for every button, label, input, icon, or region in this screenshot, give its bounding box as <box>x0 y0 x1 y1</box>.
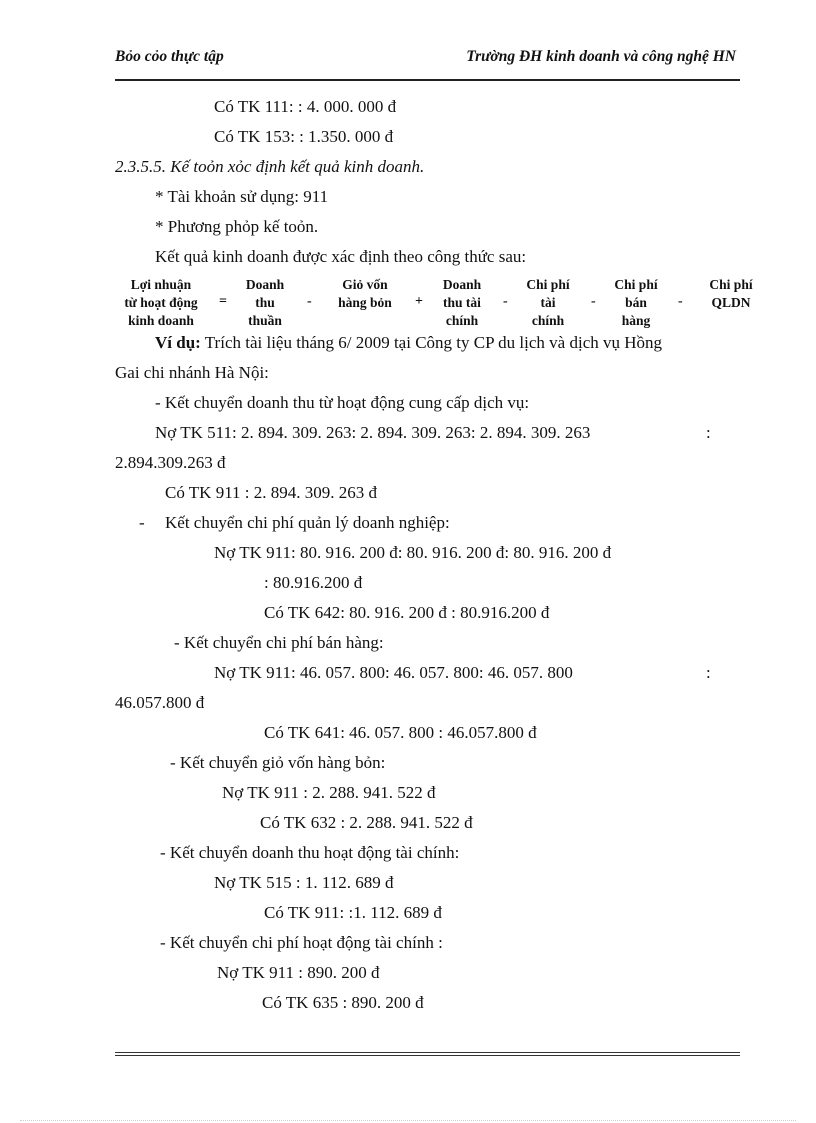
entry-debit: Nợ TK 911 : 2. 288. 941. 522 đ <box>222 783 436 802</box>
formula-term-cogs: Giỏ vốn hàng bỏn <box>338 277 392 310</box>
example-line <box>155 333 662 353</box>
example-label: Ví dụ: <box>155 333 201 352</box>
example-continuation: Gai chi nhánh Hà Nội: <box>115 363 269 382</box>
entry-colon: : <box>706 663 711 682</box>
account-used: * Tài khoản sử dụng: 911 <box>155 187 329 206</box>
formula-term-profit: Lợi nhuận từ hoạt động kinh doanh <box>124 277 198 328</box>
entry-credit: Có TK 911: :1. 112. 689 đ <box>264 903 442 922</box>
entry-title: - Kết chuyển chi phí bán hàng: <box>174 633 384 652</box>
method-line: * Phương phỏp kế toỏn. <box>155 217 319 236</box>
page-edge-divider <box>20 1120 796 1121</box>
formula-intro: Kết quả kinh doanh được xác định theo công thức sau: <box>155 247 527 266</box>
formula-operator: + <box>415 294 423 309</box>
formula-term-financial-revenue: Doanh thu tài chính <box>442 277 482 328</box>
entry-credit: Có TK 635 : 890. 200 đ <box>262 993 424 1012</box>
entry-credit: Có TK 911 : 2. 894. 309. 263 đ <box>165 483 378 502</box>
formula-term-net-revenue: Doanh thu thuần <box>245 277 285 328</box>
formula-operator: - <box>503 294 508 309</box>
formula-operator: - <box>591 294 596 309</box>
entry-title: - Kết chuyển doanh thu hoạt động tài chính: <box>160 843 460 862</box>
entry-title: Kết chuyển chi phí quản lý doanh nghiệp: <box>165 513 450 532</box>
header-left: Bỏo cỏo thực tập <box>115 48 224 65</box>
formula-term-admin-expense: Chi phí QLDN <box>709 277 753 310</box>
entry-debit: Nợ TK 911 : 890. 200 đ <box>217 963 380 982</box>
entry-title: - Kết chuyển doanh thu từ hoạt động cung cấp dịch vụ: <box>155 393 530 412</box>
entry-amount: 2.894.309.263 đ <box>115 453 226 472</box>
credit-line-153: Có TK 153: : 1.350. 000 đ <box>214 127 394 146</box>
formula-operator: - <box>678 294 683 309</box>
entry-debit: Nợ TK 911: 80. 916. 200 đ: 80. 916. 200 đ: 80. 916. 200 đ <box>214 543 612 562</box>
entry-credit: Có TK 632 : 2. 288. 941. 522 đ <box>260 813 473 832</box>
footer-divider <box>115 1055 740 1056</box>
entry-title: - Kết chuyển giỏ vốn hàng bỏn: <box>170 753 386 772</box>
entry-amount: 46.057.800 đ <box>115 693 205 712</box>
example-text: Trích tài liệu tháng 6/ 2009 tại Công ty CP du lịch và dịch vụ Hồng <box>200 333 663 352</box>
entry-bullet: - <box>139 513 145 532</box>
formula-term-selling-expense: Chi phí bán hàng <box>614 277 658 328</box>
header-divider <box>115 79 740 81</box>
entry-title: - Kết chuyển chi phí hoạt động tài chính : <box>160 933 443 952</box>
entry-debit: Nợ TK 511: 2. 894. 309. 263: 2. 894. 309. 263: 2. 894. 309. 263 <box>155 423 591 442</box>
formula-operator: = <box>219 294 227 309</box>
entry-colon: : <box>706 423 711 442</box>
entry-credit: Có TK 642: 80. 916. 200 đ : 80.916.200 đ <box>264 603 550 622</box>
formula-operator: - <box>307 294 312 309</box>
entry-debit: Nợ TK 515 : 1. 112. 689 đ <box>214 873 394 892</box>
formula-term-financial-expense: Chi phí tài chính <box>526 277 570 328</box>
section-heading: 2.3.5.5. Kế toỏn xỏc định kết quả kinh doanh. <box>115 157 425 176</box>
header-right: Trường ĐH kinh doanh và công nghệ HN <box>466 48 736 65</box>
entry-amount: : 80.916.200 đ <box>264 573 363 592</box>
credit-line-111: Có TK 111: : 4. 000. 000 đ <box>214 97 397 116</box>
entry-debit: Nợ TK 911: 46. 057. 800: 46. 057. 800: 46. 057. 800 <box>214 663 573 682</box>
footer-divider <box>115 1052 740 1053</box>
entry-credit: Có TK 641: 46. 057. 800 : 46.057.800 đ <box>264 723 537 742</box>
